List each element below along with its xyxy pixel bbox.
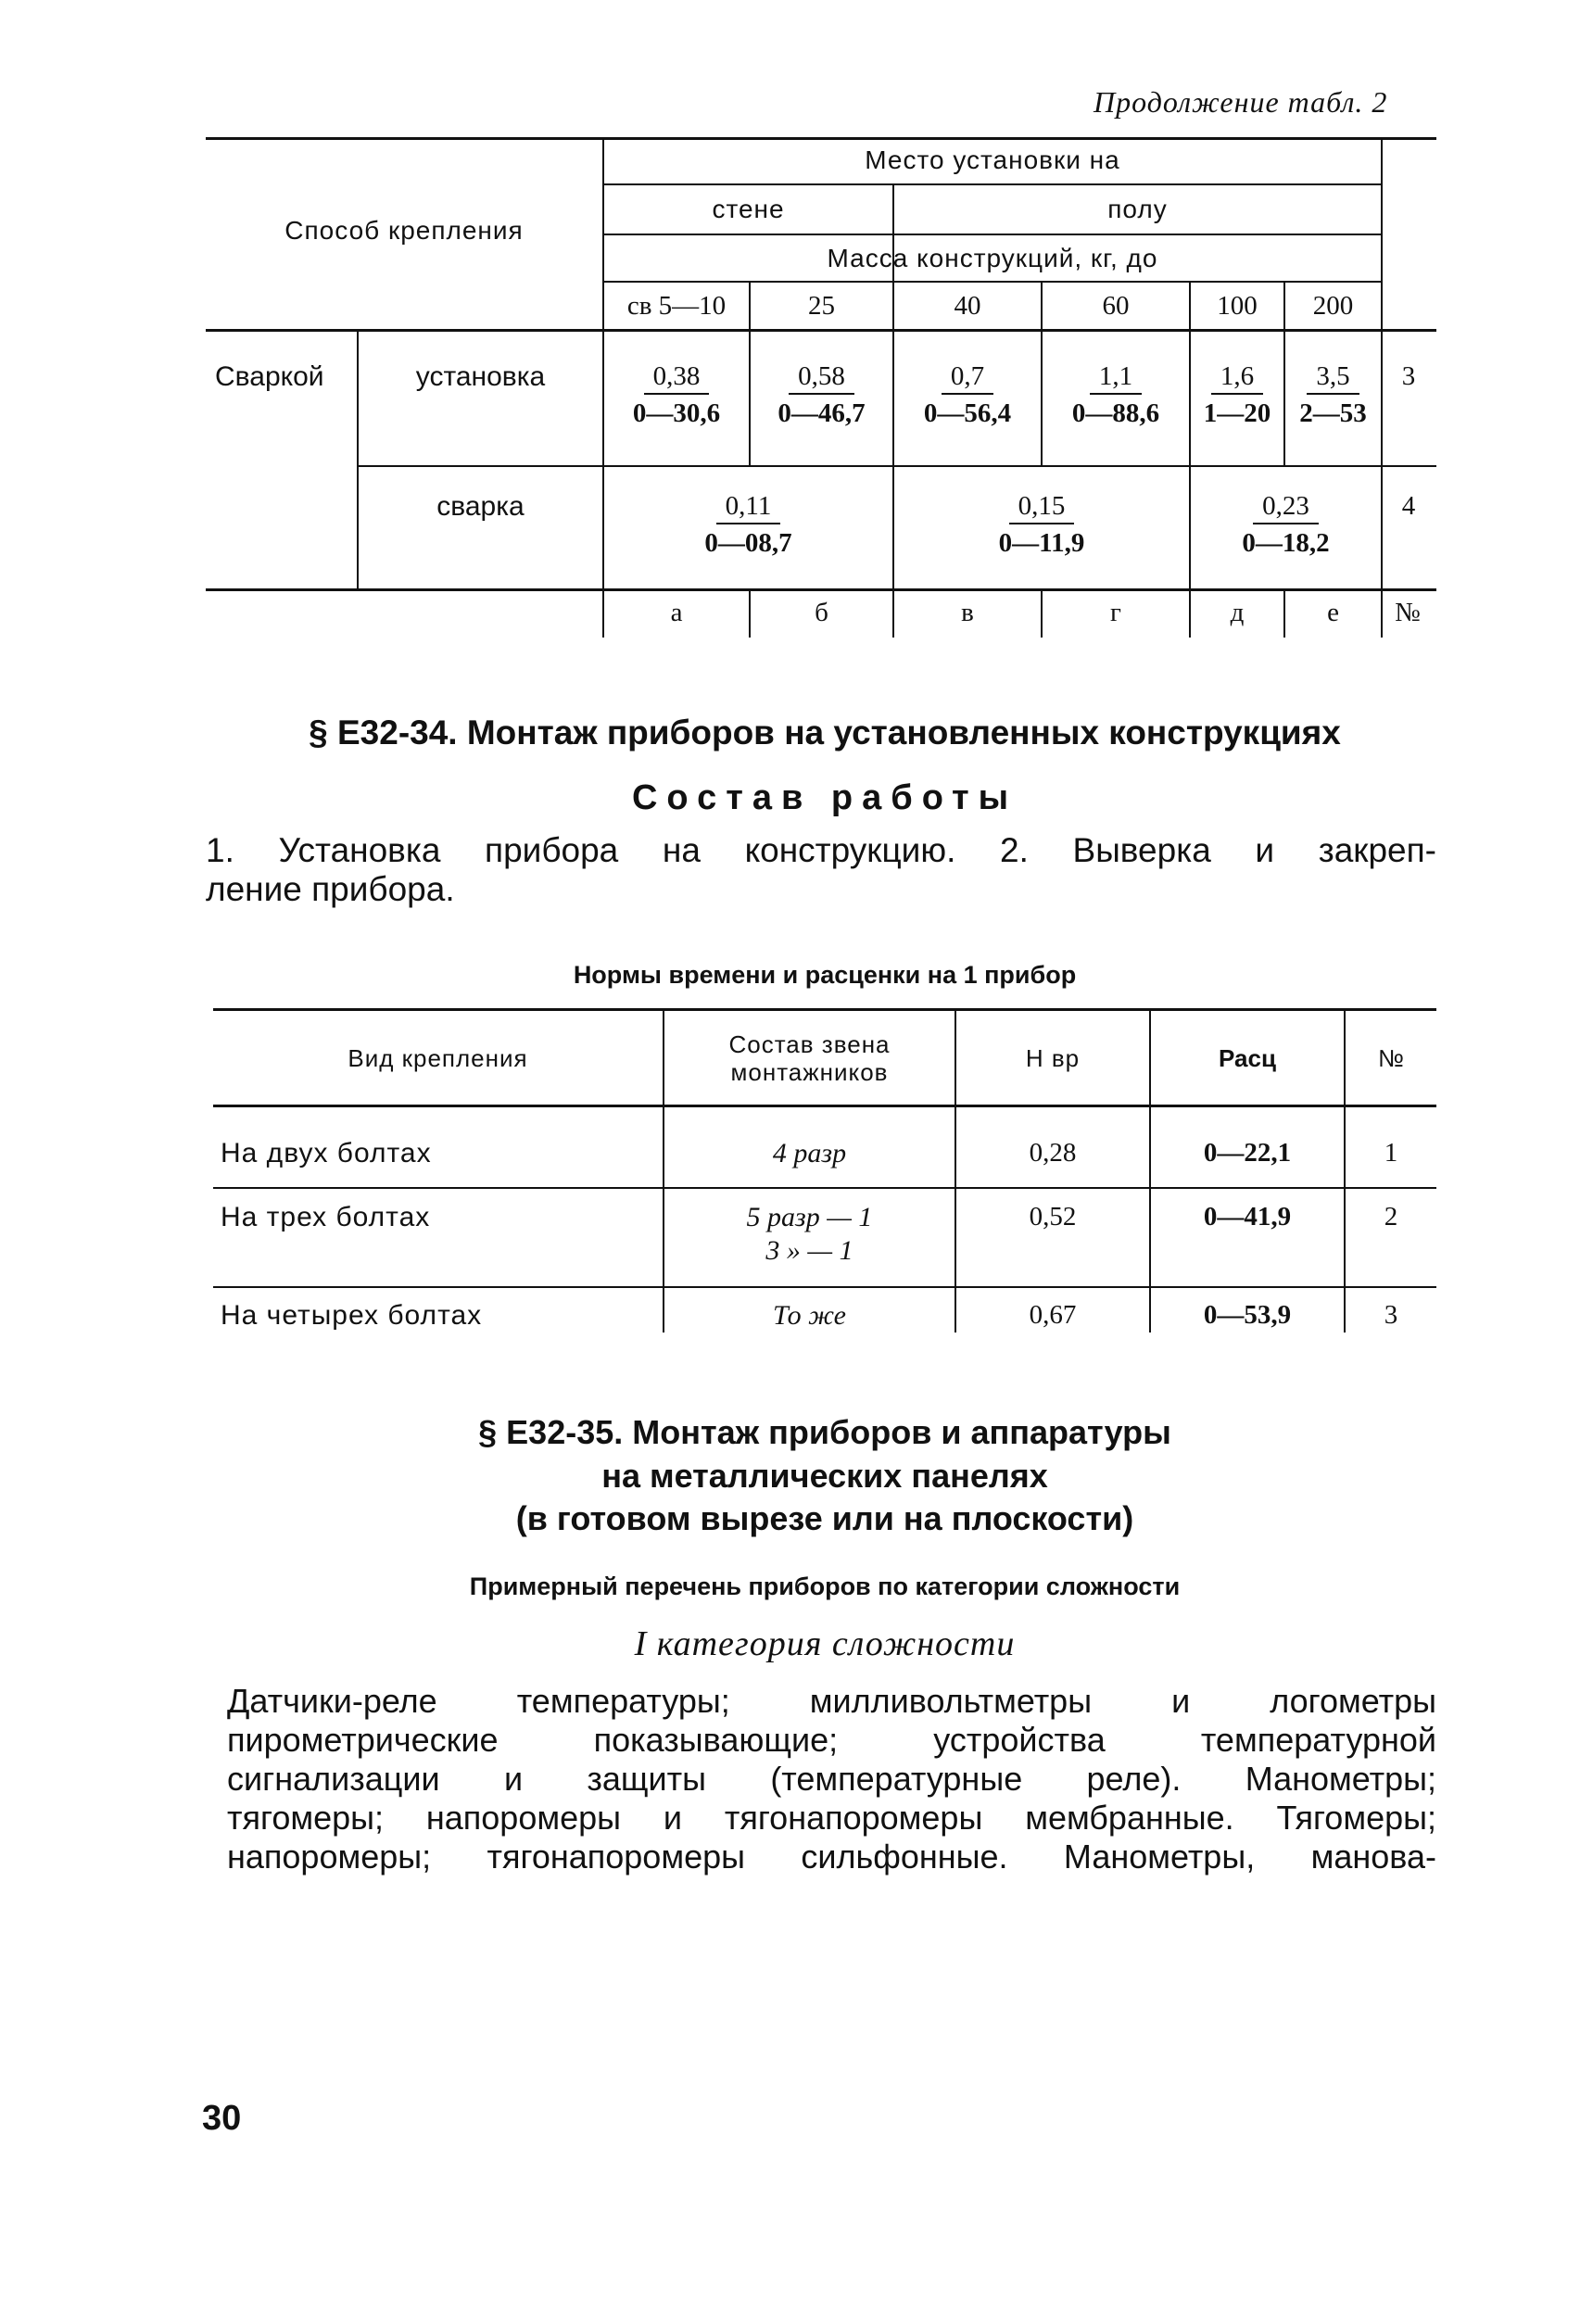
header-fastening-method: Способ крепления	[284, 216, 524, 245]
cell-r4-c1: $\frac{0,11}{0—08,7}$	[704, 491, 792, 558]
table-row-1-no: 1	[1384, 1138, 1398, 1168]
section-34-text	[206, 831, 1436, 909]
mass-col-6: 200	[1312, 291, 1354, 321]
cell-r3-c2: $\frac{0,58}{0—46,7}$	[778, 361, 866, 428]
cell-r3-c1: $\frac{0,38}{0—30,6}$	[632, 361, 721, 428]
table-row-3-type: На четырех болтах	[221, 1300, 483, 1331]
table-row-2-time: 0,52	[1029, 1202, 1077, 1231]
paragraph-line-1: Датчики-реле температуры; милливольтметры и логометры	[227, 1682, 1436, 1720]
th-no: №	[1378, 1044, 1404, 1072]
row-num-4: 4	[1401, 491, 1416, 521]
header-floor: полу	[1107, 195, 1168, 223]
cell-r4-c3: $\frac{0,23}{0—18,2}$	[1242, 491, 1330, 558]
row-num-3: 3	[1401, 361, 1416, 391]
section-35-title-2: на металлических панелях	[601, 1457, 1048, 1495]
table-row-1-rate: 0—22,1	[1203, 1138, 1292, 1168]
section-35-title-3: (в готовом вырезе или на плоскости)	[515, 1499, 1134, 1537]
letter-d: д	[1230, 598, 1245, 627]
table-row-2-no: 2	[1384, 1202, 1398, 1231]
letter-no: №	[1395, 598, 1421, 627]
paragraph-line-2: пирометрические показывающие; устройства температурной	[227, 1721, 1436, 1759]
th-crew-2: монтажников	[730, 1058, 889, 1086]
norms-title: Нормы времени и расценки на 1 прибор	[573, 961, 1077, 989]
cell-r3-c5: $\frac{1,6}{1—20}$	[1203, 361, 1271, 428]
table-row-3-time: 0,67	[1029, 1300, 1077, 1330]
table-row-2-crew-1: 5 разр — 1	[746, 1202, 873, 1232]
cell-r3-c4: $\frac{1,1}{0—88,6}$	[1071, 361, 1160, 428]
mass-col-2: 25	[808, 291, 835, 321]
group-label-welding: Сваркой	[215, 361, 324, 392]
paragraph-line-4: тягомеры; напоромеры и тягонапоромеры мембранные. Тягомеры;	[227, 1799, 1436, 1837]
table-row-1-time: 0,28	[1029, 1138, 1077, 1168]
category-heading: I категория сложности	[634, 1624, 1016, 1663]
table-row-1-crew: 4 разр	[772, 1138, 847, 1168]
section-35-paragraph	[227, 1682, 1436, 1876]
section-35-title-1: § Е32-35. Монтаж приборов и аппаратуры	[478, 1413, 1171, 1451]
th-rate: Расц	[1219, 1044, 1276, 1072]
section-35-subtitle: Примерный перечень приборов по категории сложности	[469, 1572, 1181, 1600]
letter-b: б	[815, 598, 828, 627]
table-row-2-crew-2: 3 » — 1	[765, 1235, 853, 1266]
table-row-2-rate: 0—41,9	[1203, 1202, 1292, 1231]
cell-r3-c6: $\frac{3,5}{2—53}$	[1299, 361, 1367, 428]
section-34-text-line-2: ление прибора.	[206, 870, 455, 908]
th-crew-1: Состав звена	[728, 1030, 891, 1058]
mass-col-3: 40	[954, 291, 981, 321]
header-wall: стене	[712, 195, 785, 223]
letter-e: е	[1327, 598, 1339, 627]
th-fastening-type: Вид крепления	[348, 1044, 528, 1072]
row-label-install: установка	[415, 361, 546, 392]
cell-r3-c3: $\frac{0,7}{0—56,4}$	[923, 361, 1012, 428]
mass-col-4: 60	[1102, 291, 1130, 321]
section-34-composition: Состав работы	[631, 778, 1018, 817]
cell-r4-c2: $\frac{0,15}{0—11,9}$	[998, 491, 1085, 558]
section-34-title: § Е32-34. Монтаж приборов на установленных конструкциях	[309, 714, 1341, 752]
page-number: 30	[202, 2099, 242, 2138]
mass-col-5: 100	[1217, 291, 1258, 321]
table-row-2-type: На трех болтах	[221, 1202, 431, 1232]
table-row-3-rate: 0—53,9	[1203, 1300, 1292, 1330]
table-row-1-type: На двух болтах	[221, 1138, 432, 1168]
mass-col-1: св 5—10	[626, 291, 727, 321]
header-install-place: Место установки на	[865, 145, 1120, 174]
section-34-text-line-1: 1. Установка прибора на конструкцию. 2. Выверка и закреп-	[206, 831, 1436, 869]
letter-a: а	[670, 598, 683, 627]
continuation-caption: Продолжение табл. 2	[1094, 85, 1388, 119]
paragraph-line-5: напоромеры; тягонапоромеры сильфонные. Манометры, манова-	[227, 1838, 1436, 1876]
paragraph-line-3: сигнализации и защиты (температурные реле). Манометры;	[227, 1760, 1436, 1798]
table-row-3-no: 3	[1384, 1300, 1398, 1330]
row-label-welding: сварка	[436, 491, 525, 522]
letter-v: в	[961, 598, 974, 627]
table-row-3-crew: То же	[773, 1300, 846, 1331]
th-time-norm: Н вр	[1025, 1044, 1081, 1072]
letter-g: г	[1110, 598, 1121, 627]
header-mass: Масса конструкций, кг, до	[827, 244, 1158, 272]
